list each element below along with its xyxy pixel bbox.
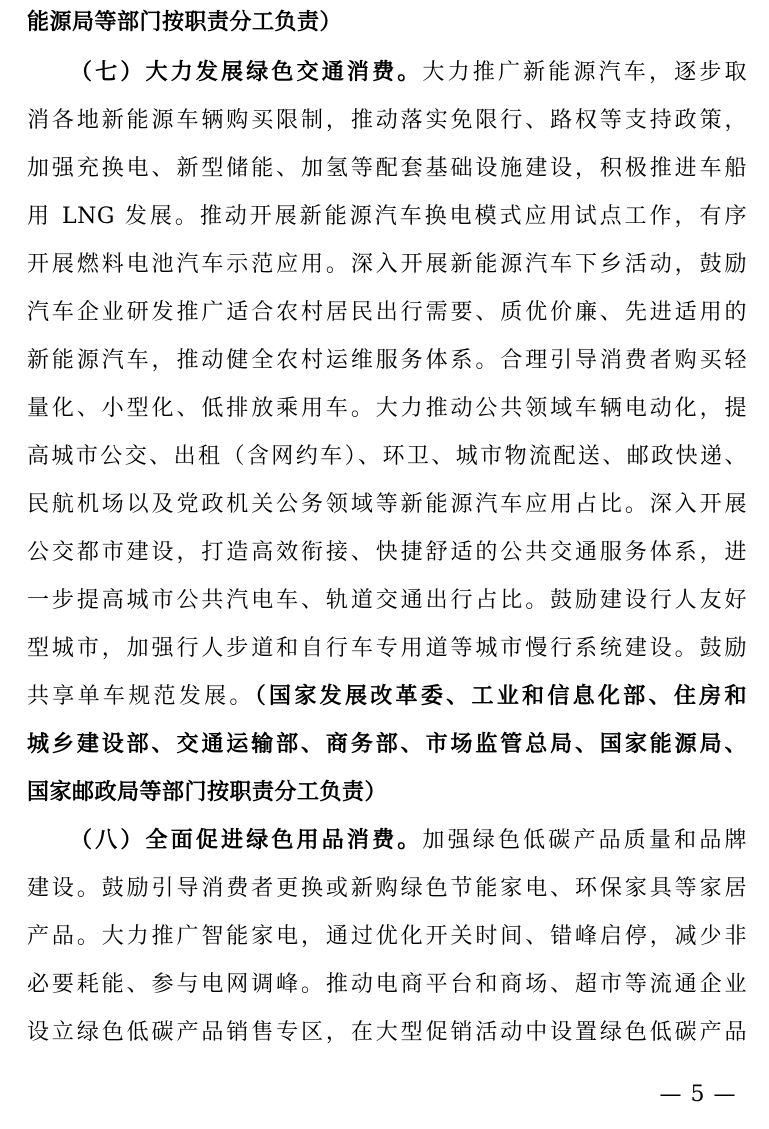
section7-line: 型城市，加强行人步道和自行车专用道等城市慢行系统建设。鼓励 bbox=[27, 636, 747, 661]
section8-first-line-text: 加强绿色低碳产品质量和品牌 bbox=[422, 828, 747, 853]
intro-text: 能源局等部门按职责分工负责） bbox=[27, 10, 343, 35]
section7-line: 公交都市建设，打造高效衔接、快捷舒适的公共交通服务体系，进 bbox=[27, 540, 747, 565]
section8-line: 产品。大力推广智能家电，通过优化开关时间、错峰启停，减少非 bbox=[27, 924, 747, 949]
section7-responsibility-line: 城乡建设部、交通运输部、商务部、市场监管总局、国家能源局、 bbox=[27, 732, 747, 757]
section7-line: 用 LNG 发展。推动开展新能源汽车换电模式应用试点工作，有序 bbox=[27, 204, 747, 229]
section7-line: 民航机场以及党政机关公务领域等新能源汽车应用占比。深入开展 bbox=[27, 492, 747, 517]
section7-first-line bbox=[70, 58, 747, 88]
section7-line: 一步提高城市公共汽电车、轨道交通出行占比。鼓励建设行人友好 bbox=[27, 588, 747, 613]
section8-first-line bbox=[70, 826, 747, 856]
intro-line bbox=[27, 8, 747, 38]
section7-heading: （七）大力发展绿色交通消费。 bbox=[70, 60, 423, 85]
section7-line: 加强充换电、新型储能、加氢等配套基础设施建设，积极推进车船 bbox=[27, 156, 747, 181]
section7-responsibility-text: （国家发展改革委、工业和信息化部、住房和 bbox=[254, 684, 747, 709]
section7-line: 新能源汽车，推动健全农村运维服务体系。合理引导消费者购买轻 bbox=[27, 348, 747, 373]
section7-line: 消各地新能源车辆购买限制，推动落实免限行、路权等支持政策， bbox=[27, 108, 747, 133]
section8-line: 设立绿色低碳产品销售专区，在大型促销活动中设置绿色低碳产品 bbox=[27, 1020, 747, 1045]
page-number: — 5 — bbox=[659, 1082, 737, 1107]
section8-heading: （八）全面促进绿色用品消费。 bbox=[70, 828, 423, 853]
section8-line: 必要耗能、参与电网调峰。推动电商平台和商场、超市等流通企业 bbox=[27, 972, 747, 997]
section7-line-text: 共享单车规范发展。 bbox=[27, 684, 255, 709]
section7-responsibility-line: 国家邮政局等部门按职责分工负责） bbox=[27, 780, 388, 805]
section7-line: 量化、小型化、低排放乘用车。大力推动公共领域车辆电动化，提 bbox=[27, 396, 747, 421]
section7-line: 高城市公交、出租（含网约车）、环卫、城市物流配送、邮政快递、 bbox=[27, 444, 747, 469]
section7-first-line-text: 大力推广新能源汽车，逐步取 bbox=[422, 60, 747, 85]
section7-line: 开展燃料电池汽车示范应用。深入开展新能源汽车下乡活动，鼓励 bbox=[27, 252, 747, 277]
section7-responsibility-start bbox=[27, 682, 747, 712]
section7-line: 汽车企业研发推广适合农村居民出行需要、质优价廉、先进适用的 bbox=[27, 300, 747, 325]
section8-line: 建设。鼓励引导消费者更换或新购绿色节能家电、环保家具等家居 bbox=[27, 876, 747, 901]
